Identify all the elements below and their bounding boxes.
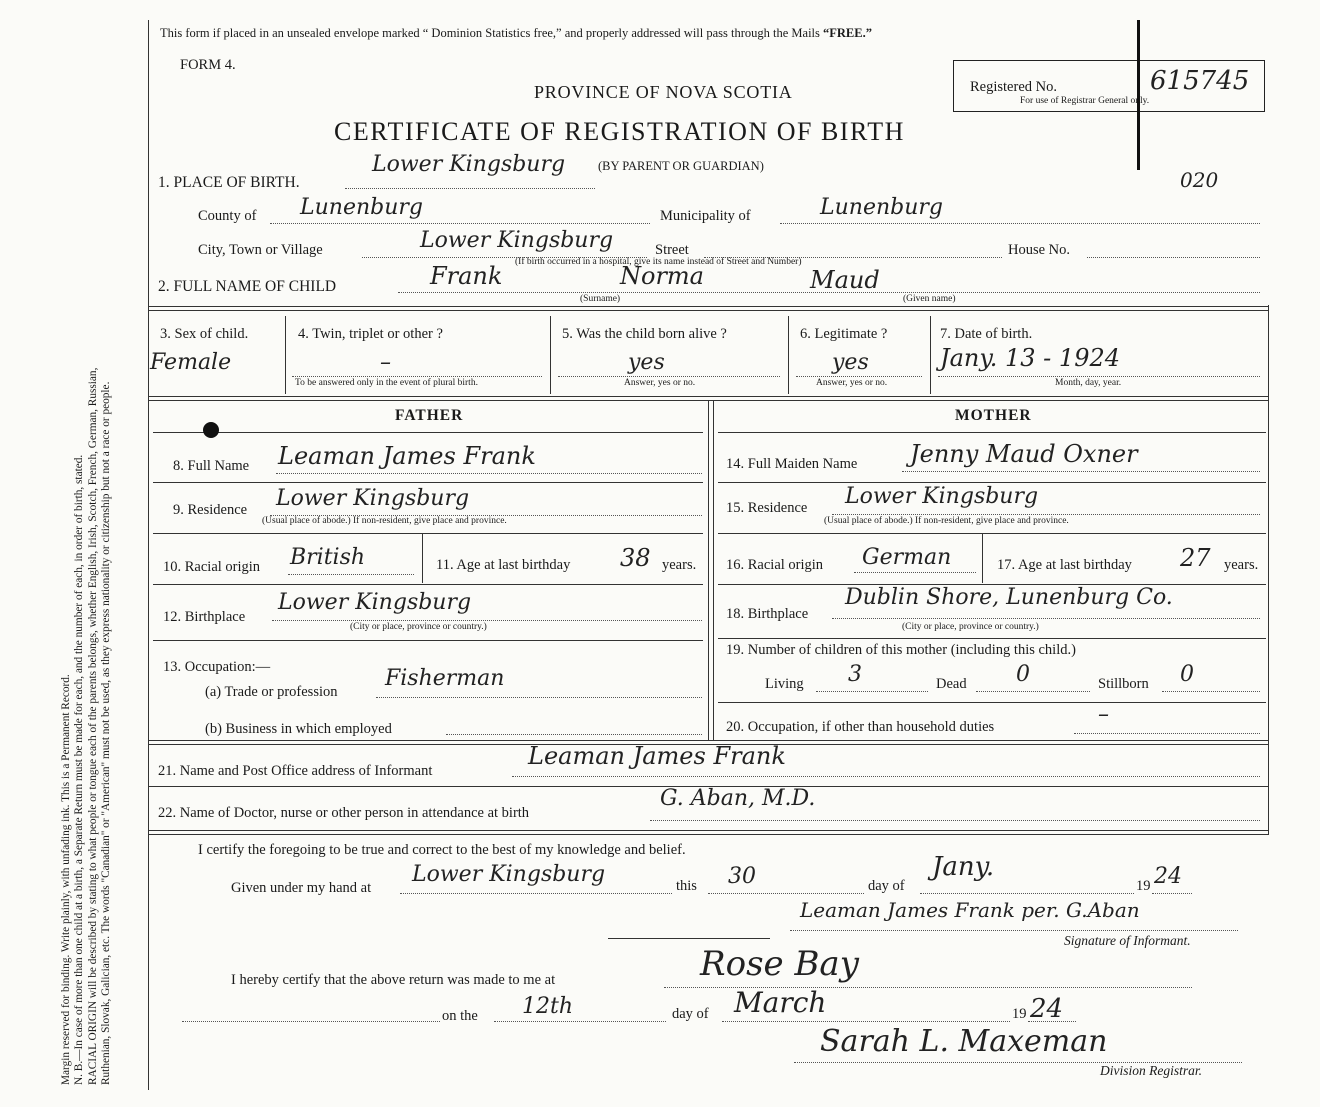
free-label: “FREE.” <box>823 26 872 40</box>
stillborn-label: Stillborn <box>1098 676 1149 692</box>
mother-children-label: 19. Number of children of this mother (including this child.) <box>726 642 1076 658</box>
mother-race-label: 16. Racial origin <box>726 557 824 573</box>
return-text: I hereby certify that the above return was made to me at <box>231 972 556 988</box>
informant-label: 21. Name and Post Office address of Informant <box>158 763 433 779</box>
month-value: Jany. <box>932 852 995 882</box>
county-value: Lunenburg <box>300 195 423 220</box>
form-right-border <box>1268 305 1269 835</box>
given-under-label: Given under my hand at <box>231 880 372 896</box>
father-occupation-label: 13. Occupation:— <box>163 659 271 675</box>
father-birthplace-label: 12. Birthplace <box>163 609 246 625</box>
stillborn-value: 0 <box>1180 662 1194 687</box>
municipality-label: Municipality of <box>660 208 751 224</box>
registrar-note: For use of Registrar General only. <box>1020 96 1150 106</box>
mother-age-label: 17. Age at last birthday <box>997 557 1132 573</box>
given-place: Lower Kingsburg <box>412 862 606 887</box>
hospital-note: (If birth occurred in a hospital, give its name instead of Street and Number) <box>515 257 802 267</box>
return-month: March <box>734 986 827 1019</box>
alive-label: 5. Was the child born alive ? <box>562 326 727 342</box>
dob-value: Jany. 13 - 1924 <box>940 344 1120 372</box>
day-of-label: day of <box>868 878 905 894</box>
mother-race-value: German <box>862 545 952 570</box>
on-the-label: on the <box>442 1008 478 1024</box>
child-given-2: Maud <box>810 266 880 294</box>
return-year-prefix: 19 <box>1012 1006 1027 1022</box>
certify-text: I certify the foregoing to be true and correct to the best of my knowledge and belief. <box>198 842 686 858</box>
child-name-label: 2. FULL NAME OF CHILD <box>158 278 337 295</box>
margin-note-4: Ruthenian, Slovak, Galician, etc. The words "Canadian" or "American" must not be used, as they express nationality or citizenship but not a race or people. <box>100 381 113 1085</box>
street-label: Street <box>655 242 689 258</box>
informant-value: Leaman James Frank <box>528 742 786 770</box>
day-value: 30 <box>728 864 756 889</box>
given-name-caption: (Given name) <box>903 294 956 304</box>
year-value: 24 <box>1154 864 1182 889</box>
registered-label: Registered No. <box>970 79 1057 95</box>
year-prefix: 19 <box>1136 878 1151 894</box>
father-residence-label: 9. Residence <box>173 502 248 518</box>
mother-years-label: years. <box>1224 557 1259 573</box>
living-label: Living <box>765 676 804 692</box>
father-trade-value: Fisherman <box>385 666 505 691</box>
margin-notes <box>60 0 210 1085</box>
division-registrar-label: Division Registrar. <box>1100 1063 1203 1078</box>
province-heading: PROVINCE OF NOVA SCOTIA <box>534 82 793 102</box>
city-label: City, Town or Village <box>198 242 323 258</box>
alive-note: Answer, yes or no. <box>624 378 696 388</box>
house-label: House No. <box>1008 242 1071 258</box>
sex-value: Female <box>150 350 232 375</box>
dob-label: 7. Date of birth. <box>940 326 1033 342</box>
registered-number: 615745 <box>1150 66 1250 96</box>
mother-name-value: Jenny Maud Oxner <box>910 440 1138 468</box>
ink-stroke <box>1137 20 1140 170</box>
dead-value: 0 <box>1016 662 1030 687</box>
place-of-birth-value: Lower Kingsburg <box>372 152 566 177</box>
father-birthplace-value: Lower Kingsburg <box>278 590 472 615</box>
father-residence-value: Lower Kingsburg <box>276 486 470 511</box>
legitimate-value: yes <box>832 350 869 375</box>
mother-occupation-label: 20. Occupation, if other than household duties <box>726 719 995 735</box>
mother-heading: MOTHER <box>955 407 1032 424</box>
municipality-value: Lunenburg <box>820 195 943 220</box>
twin-value: – <box>380 350 391 375</box>
father-residence-note: (Usual place of abode.) If non-resident, give place and province. <box>262 516 507 526</box>
father-years-label: years. <box>662 557 697 573</box>
dob-note: Month, day, year. <box>1055 378 1122 388</box>
by-parent-note: (BY PARENT OR GUARDIAN) <box>598 159 764 173</box>
dead-label: Dead <box>936 676 967 692</box>
mother-age-value: 27 <box>1180 544 1211 572</box>
mother-birthplace-note: (City or place, province or country.) <box>902 622 1039 632</box>
sex-label: 3. Sex of child. <box>160 326 249 342</box>
form-left-border <box>148 20 149 1090</box>
mother-birthplace-value: Dublin Shore, Lunenburg Co. <box>845 585 1173 610</box>
father-name-label: 8. Full Name <box>173 458 250 474</box>
father-age-value: 38 <box>620 544 651 572</box>
father-heading: FATHER <box>395 407 464 424</box>
father-trade-label: (a) Trade or profession <box>205 684 338 700</box>
father-business-label: (b) Business in which employed <box>205 721 392 737</box>
mother-occupation-value: – <box>1098 702 1109 727</box>
twin-label: 4. Twin, triplet or other ? <box>298 326 443 342</box>
signature-of-informant-label: Signature of Informant. <box>1064 933 1191 948</box>
county-label: County of <box>198 208 257 224</box>
father-birthplace-note: (City or place, province or country.) <box>350 622 487 632</box>
father-name-value: Leaman James Frank <box>278 442 536 470</box>
doctor-value: G. Aban, M.D. <box>660 786 816 811</box>
mother-birthplace-label: 18. Birthplace <box>726 606 809 622</box>
mail-notice: This form if placed in an unsealed envelope marked “ Dominion Statistics free,” and properly addressed will pass through the Mails “FREE.” <box>160 26 872 40</box>
form-number: FORM 4. <box>180 57 236 73</box>
corner-mark: 020 <box>1180 168 1219 192</box>
surname-caption: (Surname) <box>580 294 621 304</box>
child-given-1: Norma <box>620 262 704 290</box>
page-title: CERTIFICATE OF REGISTRATION OF BIRTH <box>334 117 905 146</box>
twin-note: To be answered only in the event of plural birth. <box>295 378 478 388</box>
ink-blot <box>203 422 219 438</box>
father-race-value: British <box>290 545 366 570</box>
margin-note-1: Margin reserved for binding. Write plainly, with unfading ink. This is a Permanent Record. <box>60 674 72 1085</box>
mother-residence-note: (Usual place of abode.) If non-resident, give place and province. <box>824 516 1069 526</box>
return-place: Rose Bay <box>700 944 859 984</box>
mother-residence-label: 15. Residence <box>726 500 808 516</box>
legitimate-label: 6. Legitimate ? <box>800 326 888 342</box>
informant-signature: Leaman James Frank per. G.Aban <box>800 898 1140 922</box>
return-day-of-label: day of <box>672 1006 709 1022</box>
living-value: 3 <box>848 662 862 687</box>
return-day: 12th <box>522 994 574 1019</box>
margin-note-3: RACIAL ORIGIN will be described by stating to what people or tongue each of the parents belongs, whether English, Irish, Scotch, French, German, Russian, <box>86 367 99 1085</box>
mother-residence-value: Lower Kingsburg <box>845 484 1039 509</box>
margin-note-2: N. B.—In case of more than one child at a birth, a Separate Return must be made for each, and the number of each, in order of birth, stated. <box>73 454 86 1085</box>
alive-value: yes <box>628 350 665 375</box>
legitimate-note: Answer, yes or no. <box>816 378 888 388</box>
return-year: 24 <box>1030 994 1064 1024</box>
place-of-birth-label: 1. PLACE OF BIRTH. <box>158 174 300 191</box>
registrar-signature: Sarah L. Maxeman <box>820 1024 1108 1059</box>
this-label: this <box>676 878 697 894</box>
doctor-label: 22. Name of Doctor, nurse or other person in attendance at birth <box>158 805 530 821</box>
father-age-label: 11. Age at last birthday <box>436 557 571 573</box>
father-race-label: 10. Racial origin <box>163 559 261 575</box>
mother-name-label: 14. Full Maiden Name <box>726 456 858 472</box>
child-surname: Frank <box>430 262 503 290</box>
city-value: Lower Kingsburg <box>420 228 614 253</box>
